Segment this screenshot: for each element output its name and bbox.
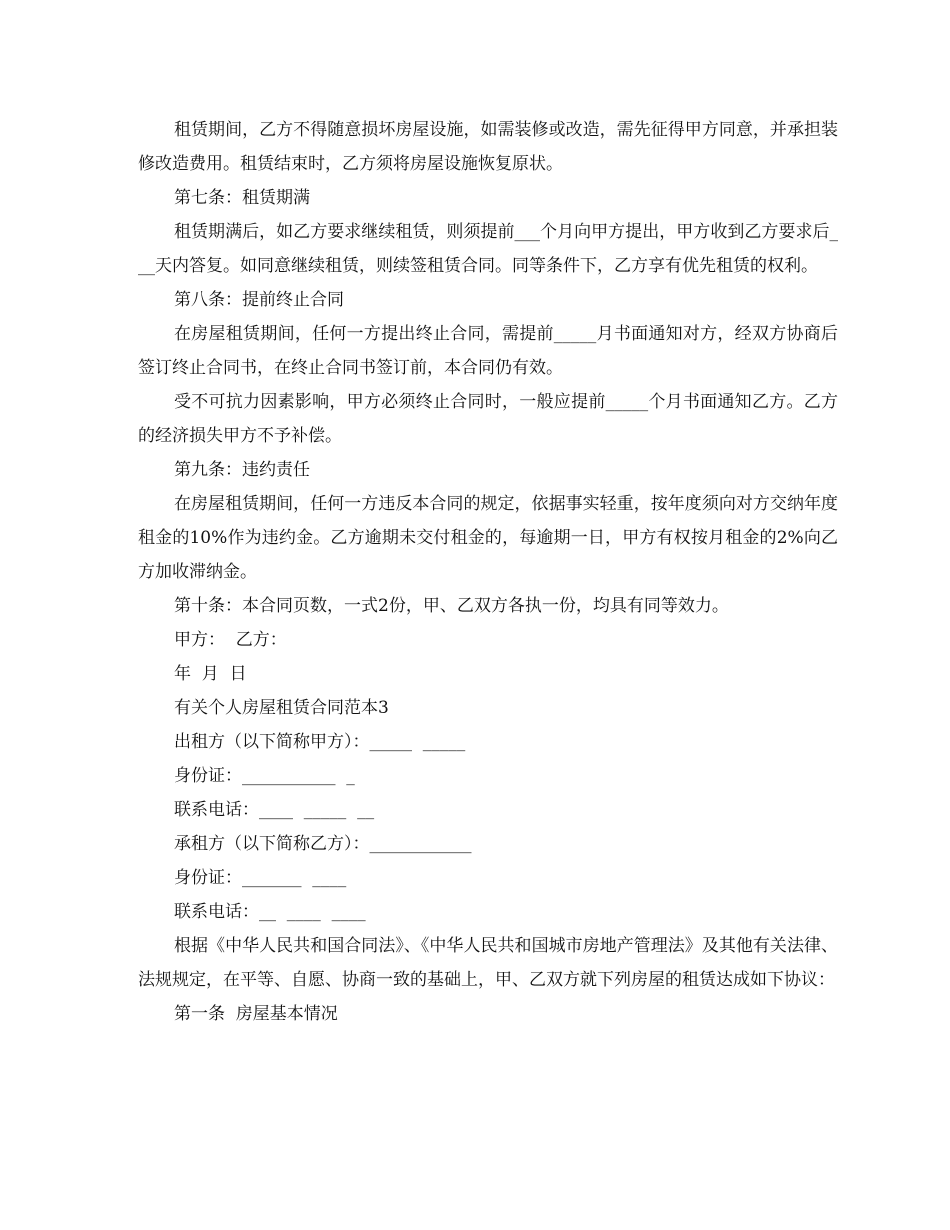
- paragraph-article-10: 第十条：本合同页数，一式2份，甲、乙双方各执一份，均具有同等效力。: [174, 596, 729, 616]
- signature-date: 年 月 日: [174, 664, 247, 684]
- lessee-line: 承租方（以下简称乙方）：____________: [174, 834, 472, 854]
- signature-parties: 甲方： 乙方：: [174, 630, 287, 650]
- paragraph-legal-basis: 根据《中华人民共和国合同法》、《中华人民共和国城市房地产管理法》及其他有关法律、法规规定，在平等、自愿、协商一致的基础上，甲、乙双方就下列房屋的租赁达成如下协议：: [138, 936, 838, 990]
- contract-title-3: 有关个人房屋租赁合同范本3: [174, 698, 389, 718]
- paragraph-damage-clause: 租赁期间，乙方不得随意损坏房屋设施，如需装修或改造，需先征得甲方同意，并承担装修改造费用。租赁结束时，乙方须将房屋设施恢复原状。: [138, 120, 838, 174]
- lessee-id-line: 身份证：_______ ____: [174, 868, 347, 888]
- heading-article-1: 第一条 房屋基本情况: [174, 1004, 338, 1024]
- heading-article-8: 第八条：提前终止合同: [174, 290, 344, 310]
- paragraph-early-termination: 在房屋租赁期间，任何一方提出终止合同，需提前_____月书面通知对方，经双方协商后签订终止合同书，在终止合同书签订前，本合同仍有效。: [138, 324, 838, 378]
- lessor-line: 出租方（以下简称甲方）：_____ _____: [174, 732, 466, 752]
- paragraph-breach-liability: 在房屋租赁期间，任何一方违反本合同的规定，依据事实轻重，按年度须向对方交纳年度租金的10%作为违约金。乙方逾期未交付租金的，每逾期一日，甲方有权按月租金的2%向乙方加收滞纳金。: [138, 494, 838, 582]
- paragraph-lease-expiry: 租赁期满后，如乙方要求继续租赁，则须提前___个月向甲方提出，甲方收到乙方要求后___天内答复。如同意继续租赁，则续签租赁合同。同等条件下，乙方享有优先租赁的权利。: [138, 222, 838, 276]
- heading-article-7: 第七条：租赁期满: [174, 188, 310, 208]
- heading-article-9: 第九条：违约责任: [174, 460, 310, 480]
- paragraph-force-majeure: 受不可抗力因素影响，甲方必须终止合同时，一般应提前_____个月书面通知乙方。乙方的经济损失甲方不予补偿。: [138, 392, 838, 446]
- document-body: [138, 113, 838, 1031]
- lessor-id-line: 身份证：___________ _: [174, 766, 355, 786]
- lessee-phone-line: 联系电话：__ ____ ____: [174, 902, 366, 922]
- lessor-phone-line: 联系电话：____ _____ __: [174, 800, 375, 820]
